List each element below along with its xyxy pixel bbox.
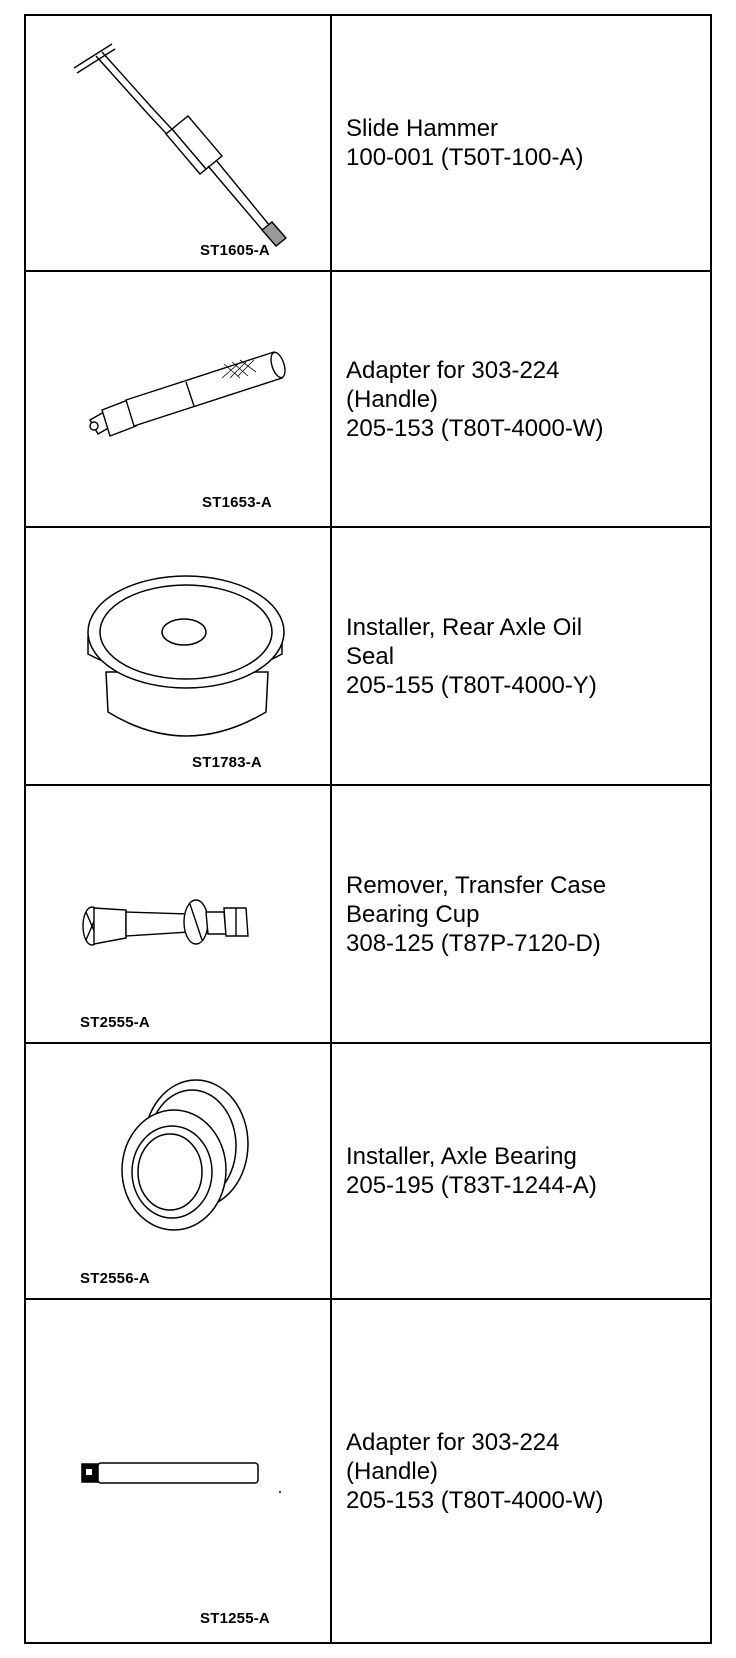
- table-row: [26, 16, 710, 272]
- tool-number: 205-195 (T83T-1244-A): [346, 1172, 597, 1199]
- tool-number: 308-125 (T87P-7120-D): [346, 929, 601, 957]
- tool-name: Slide Hammer: [346, 115, 499, 142]
- tool-description-cell: [332, 272, 710, 526]
- handle-adapter-icon: [26, 272, 332, 528]
- tool-illustration-cell: [26, 1300, 332, 1642]
- tool-description: [346, 871, 606, 958]
- tool-name-cont: Seal: [346, 642, 395, 670]
- tool-illustration-cell: [26, 1044, 332, 1298]
- table-row: [26, 272, 710, 528]
- tool-illustration-cell: [26, 528, 332, 784]
- tool-number: 205-153 (T80T-4000-W): [346, 414, 604, 442]
- table-row: [26, 528, 710, 786]
- tool-number: 205-153 (T80T-4000-W): [346, 1486, 604, 1514]
- tool-description-cell: [332, 528, 710, 784]
- table-row: [26, 1044, 710, 1300]
- tool-code: ST2555-A: [80, 1014, 150, 1031]
- tool-description: [346, 356, 603, 443]
- tool-name: Installer, Axle Bearing: [346, 1143, 577, 1170]
- tool-name: Remover, Transfer Case: [346, 871, 607, 899]
- tool-illustration-cell: [26, 272, 332, 526]
- slide-hammer-icon: [26, 16, 332, 272]
- tool-description: [346, 613, 597, 700]
- tool-description-cell: [332, 16, 710, 270]
- special-tools-table: [24, 14, 712, 1644]
- bearing-cup-remover-icon: [26, 786, 332, 1044]
- tool-name: Adapter for 303-224: [346, 1428, 560, 1456]
- tool-description: [346, 114, 583, 172]
- tool-name: Installer, Rear Axle Oil: [346, 613, 583, 641]
- table-row: [26, 786, 710, 1044]
- tool-code: ST1653-A: [202, 494, 272, 511]
- tool-description: [346, 1428, 603, 1515]
- tool-description-cell: [332, 786, 710, 1042]
- tool-description: [346, 1142, 597, 1200]
- tool-illustration-cell: [26, 16, 332, 270]
- tool-code: ST1255-A: [200, 1610, 270, 1627]
- tool-number: 100-001 (T50T-100-A): [346, 144, 584, 171]
- handle-adapter-plain-icon: [26, 1300, 332, 1642]
- tool-code: ST1783-A: [192, 754, 262, 771]
- tool-name-cont: Bearing Cup: [346, 900, 480, 928]
- tool-name-cont: (Handle): [346, 385, 439, 413]
- tool-name: Adapter for 303-224: [346, 356, 560, 384]
- oil-seal-installer-icon: [26, 528, 332, 786]
- tool-code: ST2556-A: [80, 1270, 150, 1287]
- axle-bearing-installer-icon: [26, 1044, 332, 1300]
- tool-description-cell: [332, 1300, 710, 1642]
- tool-code: ST1605-A: [200, 242, 270, 259]
- tool-number: 205-155 (T80T-4000-Y): [346, 671, 597, 699]
- tool-illustration-cell: [26, 786, 332, 1042]
- tool-description-cell: [332, 1044, 710, 1298]
- tool-name-cont: (Handle): [346, 1457, 439, 1485]
- table-row: [26, 1300, 710, 1642]
